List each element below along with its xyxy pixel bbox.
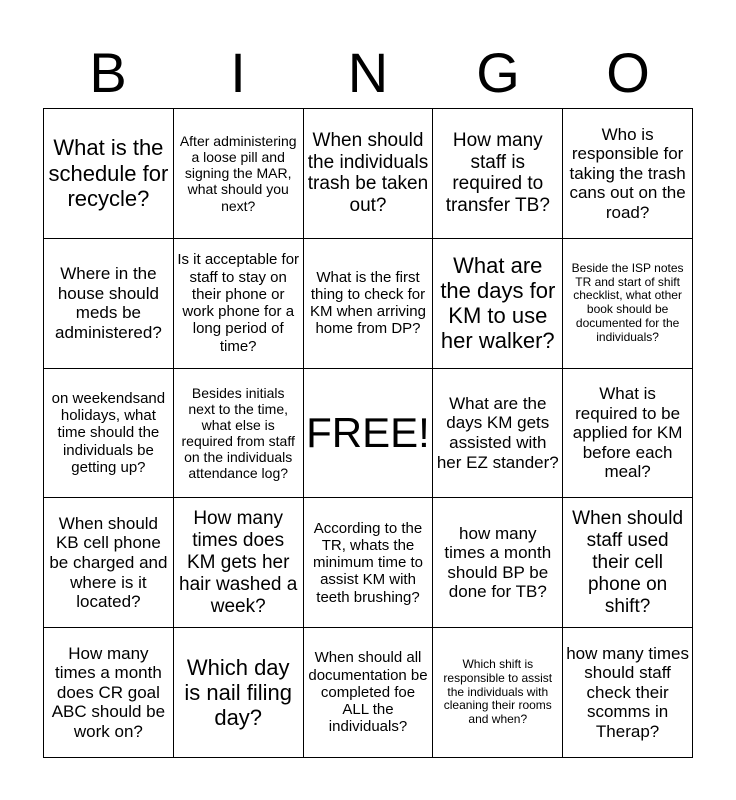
bingo-cell: how many times a month should BP be done for TB? xyxy=(433,498,563,628)
bingo-cell: When should staff used their cell phone on shift? xyxy=(563,498,693,628)
bingo-cell: According to the TR, whats the minimum time to assist KM with teeth brushing? xyxy=(304,498,434,628)
free-space: FREE! xyxy=(304,369,434,499)
bingo-cell: What is the schedule for recycle? xyxy=(44,109,174,239)
bingo-cell: How many times does KM gets her hair washed a week? xyxy=(174,498,304,628)
bingo-cell: Who is responsible for taking the trash cans out on the road? xyxy=(563,109,693,239)
bingo-header xyxy=(43,40,693,106)
bingo-cell: How many staff is required to transfer TB? xyxy=(433,109,563,239)
bingo-cell: When should all documentation be completed foe ALL the individuals? xyxy=(304,628,434,758)
bingo-cell: How many times a month does CR goal ABC should be work on? xyxy=(44,628,174,758)
bingo-cell: Which shift is responsible to assist the individuals with cleaning their rooms and when? xyxy=(433,628,563,758)
header-letter-b: B xyxy=(89,41,127,104)
bingo-cell: how many times should staff check their scomms in Therap? xyxy=(563,628,693,758)
bingo-cell: What are the days KM gets assisted with her EZ stander? xyxy=(433,369,563,499)
bingo-cell: When should KB cell phone be charged and where is it located? xyxy=(44,498,174,628)
bingo-cell: on weekendsand holidays, what time should the individuals be getting up? xyxy=(44,369,174,499)
header-letter-g: G xyxy=(476,41,520,104)
bingo-cell: Which day is nail filing day? xyxy=(174,628,304,758)
bingo-cell: After administering a loose pill and signing the MAR, what should you next? xyxy=(174,109,304,239)
header-letter-n: N xyxy=(347,41,389,104)
header-letter-o: O xyxy=(606,41,650,104)
header-letter-i: I xyxy=(230,41,246,104)
bingo-cell: When should the individuals trash be taken out? xyxy=(304,109,434,239)
bingo-cell: What is required to be applied for KM before each meal? xyxy=(563,369,693,499)
bingo-cell: What are the days for KM to use her walker? xyxy=(433,239,563,369)
bingo-board xyxy=(43,108,693,758)
bingo-cell: Besides initials next to the time, what else is required from staff on the individuals attendance log? xyxy=(174,369,304,499)
bingo-cell: What is the first thing to check for KM when arriving home from DP? xyxy=(304,239,434,369)
bingo-cell: Where in the house should meds be administered? xyxy=(44,239,174,369)
bingo-cell: Is it acceptable for staff to stay on their phone or work phone for a long period of time? xyxy=(174,239,304,369)
bingo-cell: Beside the ISP notes TR and start of shift checklist, what other book should be documented for the individuals? xyxy=(563,239,693,369)
